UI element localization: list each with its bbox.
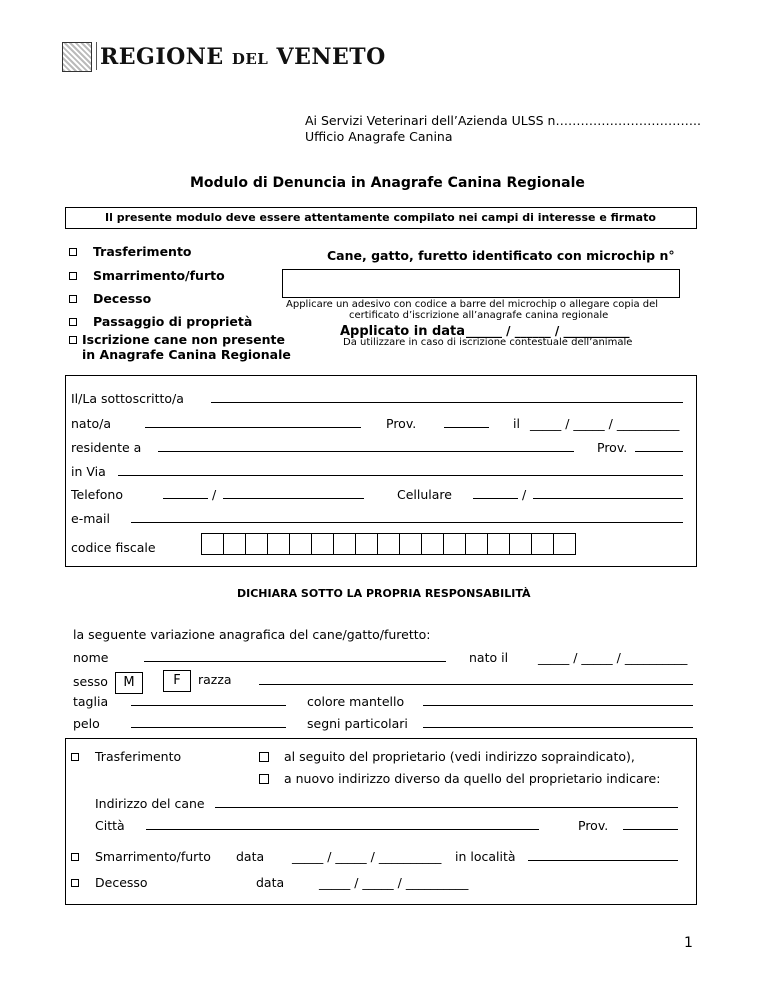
sottoscritto-label: Il/La sottoscritto/a [71,391,184,406]
cellulare-prefix-field[interactable] [473,498,518,499]
option-iscrizione-label-2: in Anagrafe Canina Regionale [82,347,291,362]
sex-f-box[interactable]: F [163,670,191,692]
cf-cell[interactable] [377,533,400,555]
citta-prov-label: Prov. [578,818,609,833]
pelo-label: pelo [73,716,100,731]
nato-il-label: il [513,416,520,431]
region-logo-text [100,44,386,70]
checkbox-passaggio[interactable] [69,318,77,326]
cf-cell[interactable] [355,533,378,555]
cf-cell[interactable] [465,533,488,555]
change-opt1-label: al seguito del proprietario (vedi indirizzo sopraindicato), [284,749,635,764]
smarrimento-date-field[interactable]: _____ / _____ / __________ [292,849,442,864]
sex-m-box[interactable]: M [115,672,143,694]
citta-prov-field[interactable] [623,829,678,830]
notice-text: Il presente modulo deve essere attentamente compilato nei campi di interesse e firmato [105,211,656,224]
microchip-note-1: Applicare un adesivo con codice a barre del microchip o allegare copia del [286,299,659,310]
logo-divider [96,42,97,70]
residente-field[interactable] [158,451,574,452]
nome-field[interactable] [144,661,446,662]
via-field[interactable] [118,475,683,476]
checkbox-iscrizione[interactable] [69,336,77,344]
colore-field[interactable] [423,705,693,706]
segni-field[interactable] [423,727,693,728]
cf-cell[interactable] [399,533,422,555]
page-number: 1 [684,935,693,951]
telefono-prefix-field[interactable] [163,498,208,499]
decesso-data-label: data [256,875,285,890]
microchip-note-2: certificato d’iscrizione all’anagrafe canina regionale [349,310,609,321]
cf-cell[interactable] [553,533,576,555]
checkbox-change-trasferimento[interactable] [71,753,79,761]
localita-field[interactable] [528,860,678,861]
segni-label: segni particolari [307,716,408,731]
sesso-label: sesso [73,674,108,689]
cf-cell[interactable] [487,533,510,555]
nato-field[interactable] [145,427,361,428]
checkbox-decesso[interactable] [69,295,77,303]
region-crest-logo [62,42,92,72]
telefono-label: Telefono [71,487,123,502]
change-smarrimento-label: Smarrimento/furto [95,849,211,864]
taglia-label: taglia [73,694,109,709]
option-smarrimento-label: Smarrimento/furto [93,268,225,283]
cf-cell[interactable] [267,533,290,555]
address-line-2: Ufficio Anagrafe Canina [305,129,453,144]
logo-word-1: REGIONE [100,44,224,70]
telefono-slash: / [212,487,217,502]
change-opt2-label: a nuovo indirizzo diverso da quello del proprietario indicare: [284,771,661,786]
decesso-date-field[interactable]: _____ / _____ / __________ [319,875,469,890]
cf-cell[interactable] [531,533,554,555]
checkbox-change-smarrimento[interactable] [71,853,79,861]
checkbox-change-opt1[interactable] [259,752,269,762]
citta-field[interactable] [146,829,539,830]
checkbox-trasferimento[interactable] [69,248,77,256]
cellulare-slash: / [522,487,527,502]
microchip-input[interactable] [282,269,680,298]
option-trasferimento-label: Trasferimento [93,244,192,259]
applied-date-note: Da utilizzare in caso di iscrizione contestuale dell’animale [343,337,633,348]
applied-date-label: Applicato in data [340,324,466,339]
pelo-field[interactable] [131,727,286,728]
option-iscrizione-label-1: Iscrizione cane non presente [82,332,285,347]
microchip-heading: Cane, gatto, furetto identificato con microchip n° [327,248,675,263]
address-line-1: Ai Servizi Veterinari dell’Azienda ULSS n…………………………….. [305,113,701,128]
checkbox-smarrimento[interactable] [69,272,77,280]
nato-date-field[interactable]: _____ / _____ / __________ [530,416,680,431]
residente-prov-field[interactable] [635,451,683,452]
nato-prov-label: Prov. [386,416,417,431]
residente-prov-label: Prov. [597,440,628,455]
email-field[interactable] [131,522,683,523]
email-label: e-mail [71,511,110,526]
residente-label: residente a [71,440,142,455]
logo-word-2: DEL [231,50,269,68]
animal-nato-il-label: nato il [469,650,509,665]
animal-intro: la seguente variazione anagrafica del cane/gatto/furetto: [73,627,431,642]
cf-cell[interactable] [443,533,466,555]
animal-birth-date-field[interactable]: _____ / _____ / __________ [538,650,688,665]
taglia-field[interactable] [131,705,286,706]
colore-label: colore mantello [307,694,405,709]
option-passaggio-label: Passaggio di proprietà [93,314,253,329]
smarrimento-data-label: data [236,849,265,864]
checkbox-change-opt2[interactable] [259,774,269,784]
cf-cell[interactable] [509,533,532,555]
razza-label: razza [198,672,232,687]
change-trasferimento-label: Trasferimento [95,749,182,764]
cf-cell[interactable] [289,533,312,555]
cf-cell[interactable] [223,533,246,555]
sottoscritto-field[interactable] [211,402,683,403]
indirizzo-cane-field[interactable] [215,807,678,808]
cf-cell[interactable] [245,533,268,555]
citta-label: Città [95,818,125,833]
applied-date-field[interactable]: ______ / ______ / ___________ [466,324,630,338]
logo-word-3: VENETO [276,44,386,70]
indirizzo-cane-label: Indirizzo del cane [95,796,205,811]
telefono-number-field[interactable] [223,498,364,499]
checkbox-change-decesso[interactable] [71,879,79,887]
option-decesso-label: Decesso [93,291,152,306]
declaration-heading: DICHIARA SOTTO LA PROPRIA RESPONSABILITÀ [237,587,531,600]
localita-label: in località [455,849,516,864]
cellulare-number-field[interactable] [533,498,683,499]
nato-label: nato/a [71,416,112,431]
nato-prov-field[interactable] [444,427,489,428]
cf-cell[interactable] [333,533,356,555]
change-decesso-label: Decesso [95,875,148,890]
cf-cell[interactable] [421,533,444,555]
cf-cell[interactable] [201,533,224,555]
codice-fiscale-label: codice fiscale [71,540,156,555]
via-label: in Via [71,464,106,479]
cf-cell[interactable] [311,533,334,555]
cellulare-label: Cellulare [397,487,452,502]
nome-label: nome [73,650,109,665]
razza-field[interactable] [259,684,693,685]
page-title: Modulo di Denuncia in Anagrafe Canina Regionale [190,175,585,191]
